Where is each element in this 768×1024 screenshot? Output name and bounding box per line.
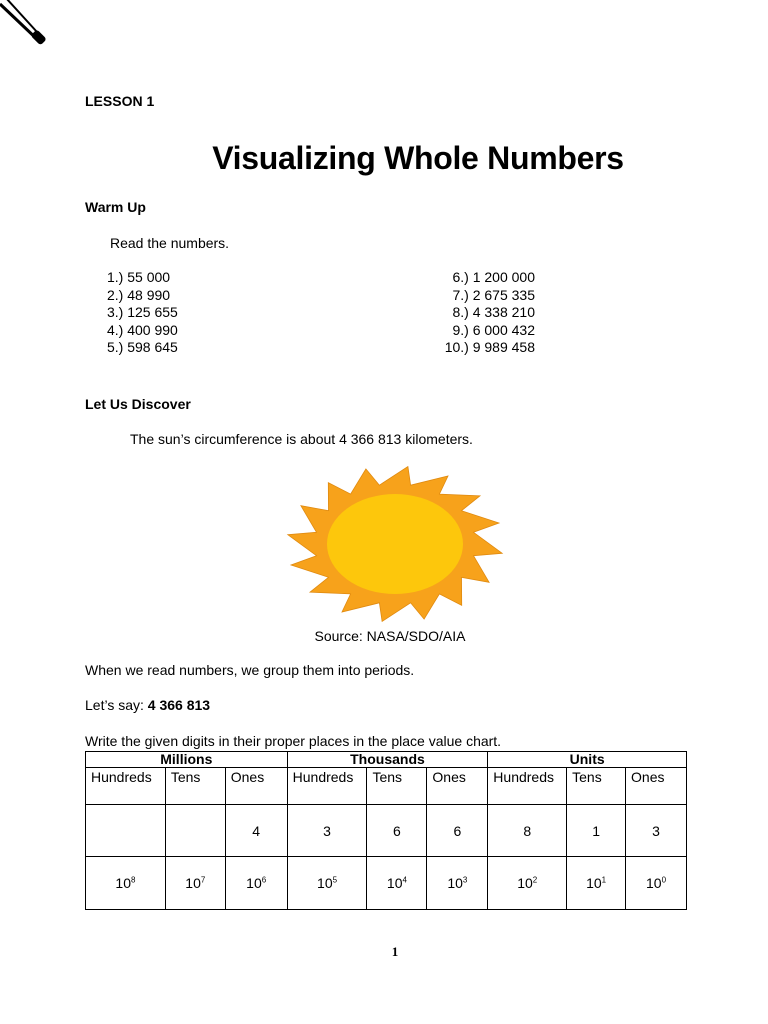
- power-exponent: 5: [332, 875, 338, 885]
- power-base: 10: [317, 875, 333, 891]
- place-label: Tens: [367, 768, 427, 805]
- place-label: Hundreds: [287, 768, 367, 805]
- power-cell: [225, 857, 287, 910]
- sun-sentence: The sun’s circumference is about 4 366 813 kilometers.: [130, 431, 473, 447]
- power-base: 10: [586, 875, 602, 891]
- digit-cell: 6: [367, 805, 427, 857]
- chart-instruction: Write the given digits in their proper places in the place value chart.: [85, 733, 502, 749]
- grouping-text: When we read numbers, we group them into periods.: [85, 662, 415, 678]
- place-value-chart: [85, 751, 687, 910]
- page-title: Visualizing Whole Numbers: [212, 140, 624, 176]
- place-label: Tens: [567, 768, 626, 805]
- place-labels-row: [86, 768, 687, 805]
- digit-cell: 4: [225, 805, 287, 857]
- digit-cell: 3: [287, 805, 367, 857]
- place-label: Hundreds: [488, 768, 567, 805]
- power-exponent: 2: [532, 875, 538, 885]
- lesson-label: LESSON 1: [85, 93, 155, 109]
- image-caption: Source: NASA/SDO/AIA: [314, 628, 466, 644]
- list-item: 1.) 55 000: [107, 269, 171, 285]
- power-exponent: 8: [130, 875, 136, 885]
- place-label: Tens: [165, 768, 225, 805]
- sun-image: [283, 462, 507, 622]
- lets-say-line: [85, 697, 210, 713]
- list-item: 9.) 6 000 432: [452, 321, 535, 338]
- place-label: Ones: [427, 768, 488, 805]
- place-label: Ones: [225, 768, 287, 805]
- power-exponent: 1: [601, 875, 607, 885]
- power-base: 10: [246, 875, 262, 891]
- power-cell: [567, 857, 626, 910]
- digit-cell: 1: [567, 805, 626, 857]
- list-item: 3.) 125 655: [107, 304, 178, 320]
- list-item: 6.) 1 200 000: [452, 269, 535, 285]
- power-exponent: 3: [462, 875, 468, 885]
- list-item: 10.) 9 989 458: [444, 339, 535, 355]
- digit-cell: 6: [427, 805, 488, 857]
- power-base: 10: [185, 875, 201, 891]
- period-units: Units: [488, 752, 687, 768]
- power-base: 10: [517, 875, 533, 891]
- period-millions: Millions: [86, 752, 288, 768]
- digit-cell: [165, 805, 225, 857]
- period-thousands: Thousands: [287, 752, 488, 768]
- place-label: Ones: [626, 768, 687, 805]
- power-cell: [287, 857, 367, 910]
- list-item: 7.) 2 675 335: [452, 286, 535, 303]
- digit-cell: 8: [488, 805, 567, 857]
- lets-say-number: 4 366 813: [147, 697, 211, 713]
- power-cell: [367, 857, 427, 910]
- power-base: 10: [115, 875, 131, 891]
- powers-row: [86, 857, 687, 910]
- power-cell: [86, 857, 166, 910]
- power-exponent: 0: [661, 875, 667, 885]
- warm-up-instruction: Read the numbers.: [110, 235, 230, 251]
- list-item: 2.) 48 990: [107, 286, 171, 303]
- power-cell: [165, 857, 225, 910]
- periods-row: [86, 752, 687, 768]
- power-base: 10: [447, 875, 463, 891]
- page-number: 1: [391, 944, 399, 959]
- power-cell: [427, 857, 488, 910]
- power-cell: [626, 857, 687, 910]
- lets-say-prefix: Let’s say:: [85, 697, 148, 713]
- list-item: 8.) 4 338 210: [452, 304, 535, 320]
- power-exponent: 4: [402, 875, 407, 885]
- place-label: Hundreds: [86, 768, 166, 805]
- list-item: 4.) 400 990: [107, 321, 178, 338]
- sun-core: [327, 494, 463, 594]
- dropper-icon: [0, 0, 60, 60]
- power-exponent: 6: [261, 875, 267, 885]
- power-exponent: 7: [200, 875, 206, 885]
- warm-up-heading: Warm Up: [85, 199, 146, 215]
- power-base: 10: [386, 875, 403, 891]
- power-cell: [488, 857, 567, 910]
- digits-row: [86, 805, 687, 857]
- power-base: 10: [646, 875, 662, 891]
- list-item: 5.) 598 645: [107, 339, 178, 355]
- discover-heading: Let Us Discover: [85, 396, 191, 412]
- numbers-list-left: [107, 269, 178, 357]
- digit-cell: [86, 805, 166, 857]
- numbers-list-right: [438, 269, 535, 357]
- digit-cell: 3: [626, 805, 687, 857]
